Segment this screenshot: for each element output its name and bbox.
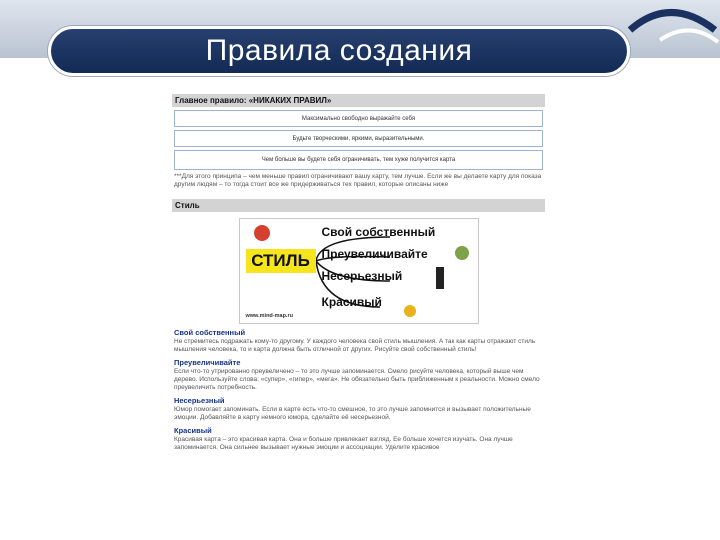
rule-text: Будьте творческими, яркими, выразительными. xyxy=(292,135,425,142)
note-text: ***Для этого принципа – чем меньше правил ограничивают вашу карту, тем лучше. Если же вы делаете карту для показа другим людям – то тогда стоит все же придерживаться тех правил, которые описаны ниже xyxy=(174,173,542,188)
rule-box xyxy=(174,110,543,127)
rule-box xyxy=(174,150,543,170)
slide-title-banner xyxy=(48,26,630,76)
section-text: Если что-то утрированно преувеличено – то это лучше запоминается. Смело рисуйте человека, который выше чем дерево. Используйте слова: «супер», «гипер», «мега». Не обязательно быть приближенным к реальности. Можно смело преувеличить потребность. xyxy=(174,368,540,391)
slide-title: Правила создания xyxy=(205,34,473,67)
mindmap-branch: Преувеличивайте xyxy=(321,247,428,261)
section-heading: Красивый xyxy=(174,426,212,435)
mindmap-site: www.mind-map.ru xyxy=(245,313,293,319)
rule-box xyxy=(174,130,543,147)
rule-text: Чем больше вы будете себя ограничивать, тем хуже получится карта xyxy=(261,157,456,163)
bow-icon xyxy=(404,305,416,317)
section-heading: Несерьезный xyxy=(174,396,225,405)
rule-text: Максимально свободно выражайте себя xyxy=(301,115,416,122)
mindmap-branch: Красивый xyxy=(321,295,382,309)
section-text: Не стремитесь подражать кому-то другому. У каждого человека свой стиль мышления. А так как карты отражают стиль мышления человека, то и карта должна быть отличной от других. Рисуйте свой собственный стиль! xyxy=(174,338,536,353)
section-text: Красивая карта – это красивая карта. Она и больше привлекает взгляд. Ее больше хочется изучать. Она лучше запоминается. Она сильнее вызывает нужные эмоции и ассоциации. Уделите красивое xyxy=(174,436,513,451)
mindmap-branch: Несерьезный xyxy=(321,269,403,283)
style-header-bar: Стиль xyxy=(172,199,545,212)
section-text: Юмор помогает запоминать. Если в карте есть что-то смешное, то это лучше запомнится и вызывает положительные эмоции. Добавляйте в карту немного юмора, сделайте её несерьезной. xyxy=(174,406,531,421)
section-heading: Свой собственный xyxy=(174,328,246,337)
mindmap-branch: Свой собственный xyxy=(321,225,436,239)
cartoon-figure-icon xyxy=(254,225,270,241)
section-heading: Преувеличивайте xyxy=(174,358,241,367)
mindmap-image xyxy=(239,218,479,324)
document-excerpt xyxy=(172,94,545,496)
character-icon xyxy=(455,246,469,260)
mindmap-center: СТИЛЬ xyxy=(246,249,316,273)
main-rule-bar: Главное правило: «НИКАКИХ ПРАВИЛ» xyxy=(172,94,545,107)
figure-icon xyxy=(436,267,444,289)
